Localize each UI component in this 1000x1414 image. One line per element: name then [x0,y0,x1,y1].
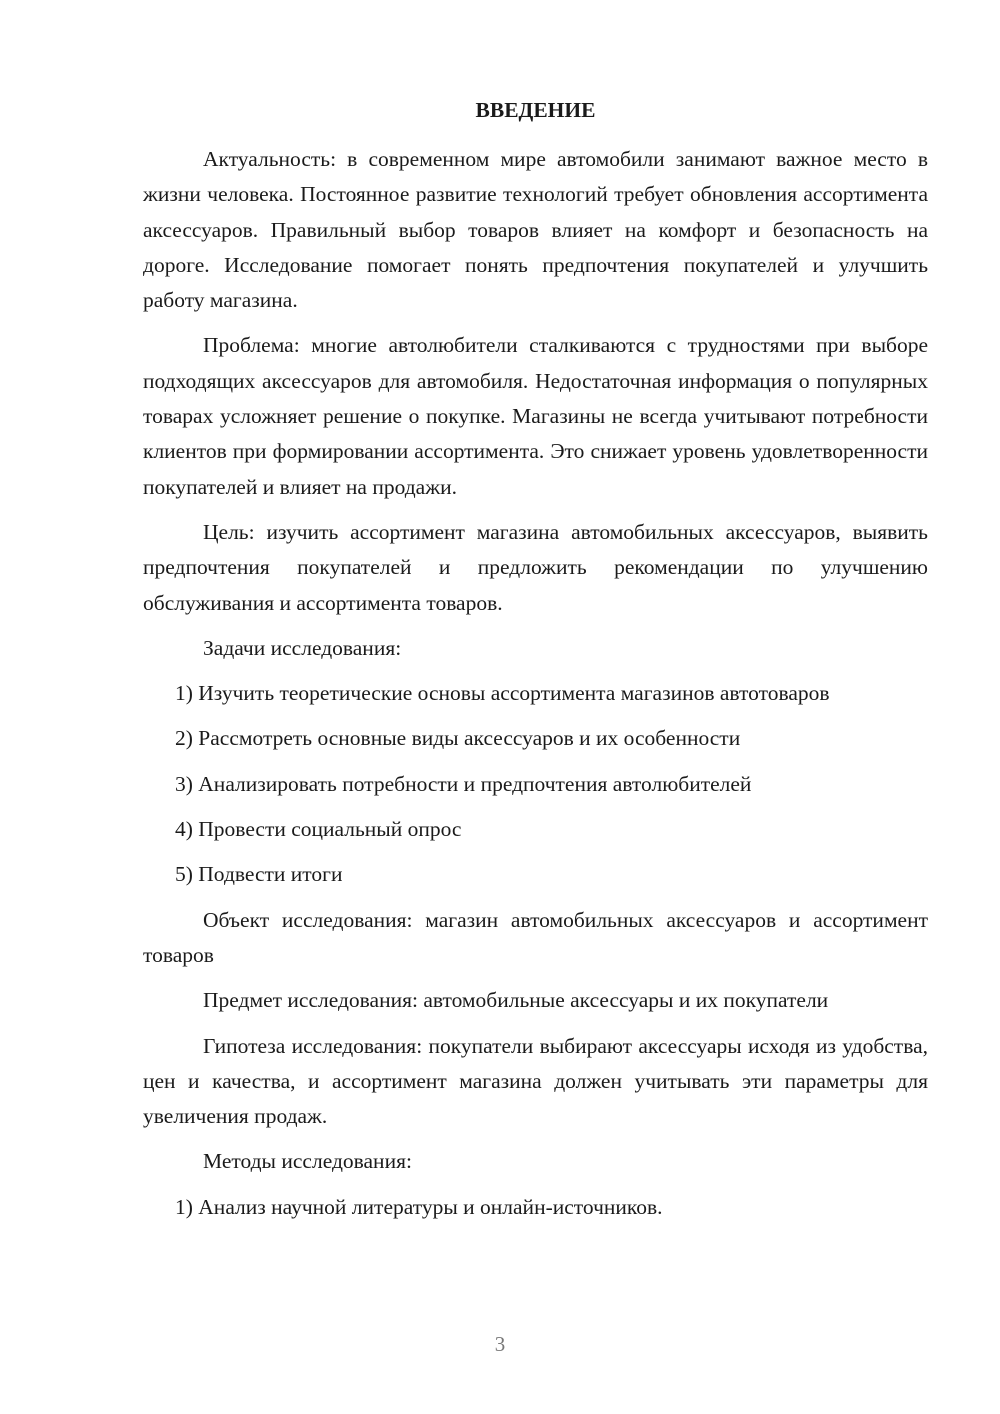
paragraph-goal: Цель: изучить ассортимент магазина автомобильных аксессуаров, выявить предпочтения покупателей и предложить рекомендации по улучшению обслуживания и ассортимента товаров. [143,519,928,615]
paragraph-relevance: Актуальность: в современном мире автомобили занимают важное место в жизни человека. Постоянное развитие технологий требует обновления ассортимента аксессуаров. Правильный выбор товаров влияет на комфорт и безопасность на дороге. Исследование помогает понять предпочтения покупателей и улучшить работу магазина. [143,147,928,313]
task-item: 2) Рассмотреть основные виды аксессуаров и их особенности [175,726,741,751]
paragraph-object: Объект исследования: магазин автомобильных аксессуаров и ассортимент товаров [143,907,928,967]
methods-list [143,1190,928,1225]
task-item: 1) Изучить теоретические основы ассортимента магазинов автотоваров [175,681,830,706]
task-item: 4) Провести социальный опрос [175,817,462,842]
document-page [143,88,928,1235]
tasks-heading: Задачи исследования: [203,635,402,660]
methods-heading: Методы исследования: [203,1149,412,1174]
task-item: 3) Анализировать потребности и предпочтения автолюбителей [175,771,752,796]
paragraph-hypothesis: Гипотеза исследования: покупатели выбирают аксессуары исходя из удобства, цен и качества, и ассортимент магазина должен учитывать эти параметры для увеличения продаж. [143,1033,928,1129]
paragraph-problem: Проблема: многие автолюбители сталкиваются с трудностями при выборе подходящих аксессуаров для автомобиля. Недостаточная информация о популярных товарах усложняет решение о покупке. Магазины не всегда учитывают потребности клиентов при формировании ассортимента. Это снижает уровень удовлетворенности покупателей и влияет на продажи. [143,333,928,499]
task-item: 5) Подвести итоги [175,862,343,887]
method-item: 1) Анализ научной литературы и онлайн-источников. [175,1194,663,1219]
tasks-list [143,676,928,892]
page-number: 3 [494,1332,506,1356]
paragraph-subject: Предмет исследования: автомобильные аксессуары и их покупатели [203,988,829,1013]
page-title: ВВЕДЕНИЕ [475,98,596,122]
